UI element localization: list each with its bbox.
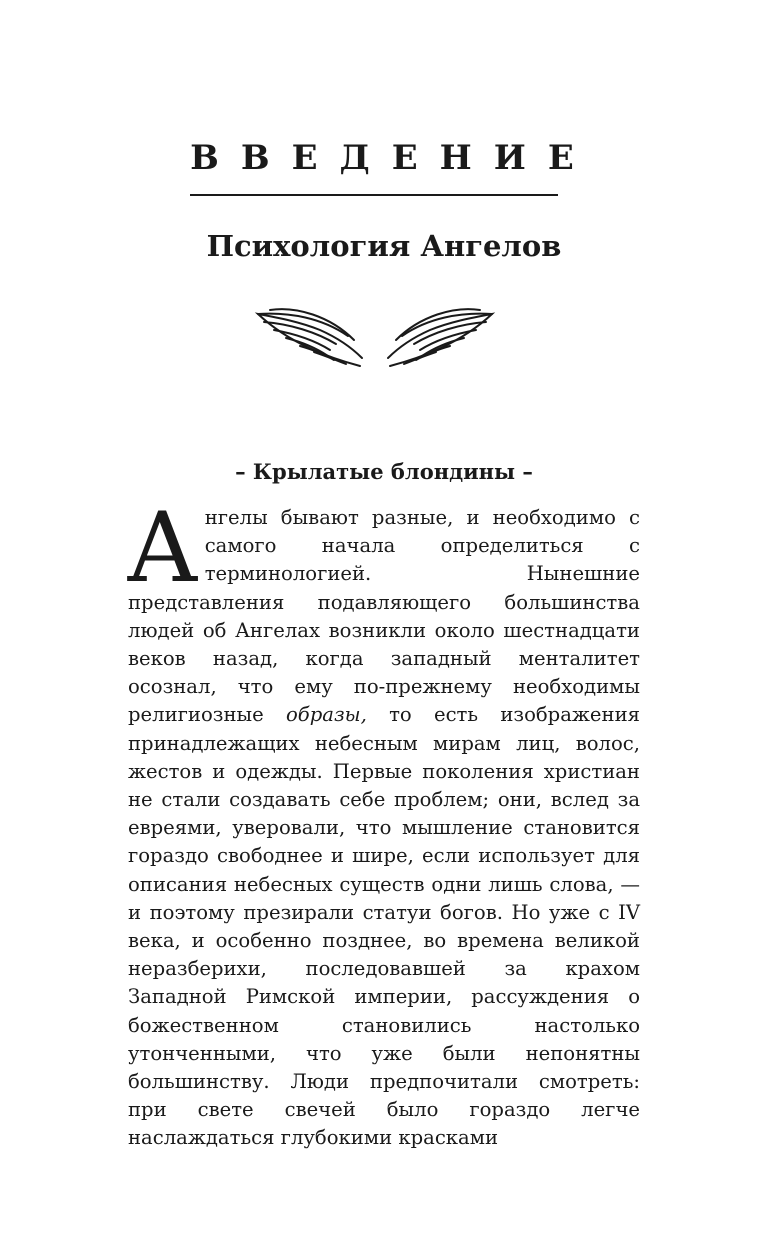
paragraph-text-part1: нгелы бывают разные, и необходимо с самого начала определиться с терминологией. Нынешние представления подавляющего большинства людей об Ангелах возникли около шестнадцати веков назад, когда западный менталитет осознал, что ему по-прежнему необходимы религиозные (128, 506, 640, 727)
section-heading: – Крылатые блондины – (235, 459, 533, 484)
chapter-subtitle: Психология Ангелов (206, 229, 562, 263)
body-paragraph (126, 492, 640, 1153)
chapter-title: ВВЕДЕНИЕ (190, 138, 596, 178)
paragraph-emphasis: образы, (285, 703, 367, 727)
drop-cap: А (126, 492, 199, 604)
angel-wings-icon (250, 300, 500, 380)
paragraph-text-part2: то есть изображения принадлежащих небесным мирам лиц, волос, жестов и одежды. Первые поколения христиан не стали создавать себе проблем; они, вслед за евреями, уверовали, что мышление становится гораздо свободнее и шире, если использует для описания небесных существ одни лишь слова, — и поэтому презирали статуи богов. Но уже с IV века, и особенно позднее, во времена великой неразберихи, последовавшей за крахом Западной Римской империи, рассуждения о божественном становились настолько утонченными, что уже были непонятны большинству. Люди предпочитали смотреть: при свете свечей было гораздо легче наслаждаться глубокими красками (128, 703, 640, 1150)
title-divider (190, 194, 558, 196)
